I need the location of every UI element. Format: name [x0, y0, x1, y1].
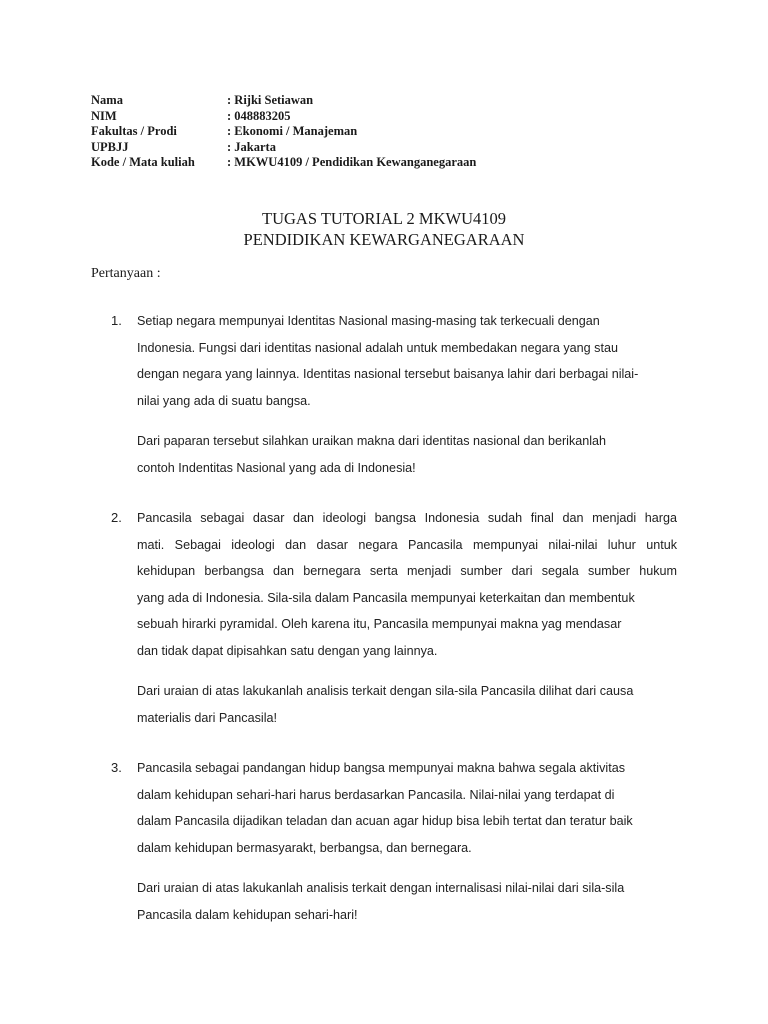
question-body — [137, 755, 677, 928]
student-identity-block — [91, 93, 476, 171]
text-line: dengan negara yang lainnya. Identitas nasional tersebut baisanya lahir dari berbagai nilai- — [137, 367, 639, 381]
identity-label: Nama — [91, 93, 123, 107]
identity-row-faculty — [91, 124, 476, 140]
question-paragraph — [137, 678, 677, 731]
text-line: contoh Indentitas Nasional yang ada di Indonesia! — [137, 460, 416, 475]
identity-label: NIM — [91, 108, 117, 123]
text-line: Indonesia. Fungsi dari identitas nasional adalah untuk membedakan negara yang stau — [137, 340, 618, 355]
question-paragraph — [137, 428, 677, 481]
text-line: sebuah hirarki pyramidal. Oleh karena itu, Pancasila mempunyai makna yag mendasar — [137, 617, 622, 631]
text-line: mati. Sebagai ideologi dan dasar negara Pancasila mempunyai nilai-nilai luhur untuk — [137, 537, 677, 552]
identity-row-name — [91, 93, 476, 109]
questions-heading: Pertanyaan : — [91, 266, 161, 281]
text-line: Pancasila sebagai pandangan hidup bangsa mempunyai makna bahwa segala aktivitas — [137, 761, 625, 775]
text-line: Dari uraian di atas lakukanlah analisis terkait dengan sila-sila Pancasila dilihat dari causa — [137, 684, 634, 698]
question-paragraph — [137, 505, 677, 664]
text-line: yang ada di Indonesia. Sila-sila dalam Pancasila mempunyai keterkaitan dan membentuk — [137, 590, 635, 605]
identity-value: : Rijki Setiawan — [227, 93, 314, 107]
identity-value: : Ekonomi / Manajeman — [227, 124, 358, 138]
question-paragraph — [137, 755, 677, 861]
title-line-1: TUGAS TUTORIAL 2 MKWU4109 — [262, 209, 506, 228]
text-line: dan tidak dapat dipisahkan satu dengan yang lainnya. — [137, 643, 438, 658]
identity-row-course — [91, 155, 476, 171]
text-line: dalam kehidupan bermasyarakt, berbangsa, dan bernegara. — [137, 840, 472, 855]
title-line-2: PENDIDIKAN KEWARGANEGARAAN — [243, 230, 525, 249]
text-line: Dari uraian di atas lakukanlah analisis terkait dengan internalisasi nilai-nilai dari sila-sila — [137, 881, 625, 895]
question-number: 3. — [111, 760, 122, 775]
identity-label: Fakultas / Prodi — [91, 124, 177, 138]
text-line: nilai yang ada di suatu bangsa. — [137, 393, 311, 408]
text-line: dalam Pancasila dijadikan teladan dan acuan agar hidup bisa lebih tertat dan teratur baik — [137, 814, 633, 828]
identity-value: : 048883205 — [227, 108, 291, 123]
identity-value: : MKWU4109 / Pendidikan Kewanganegaraan — [227, 155, 477, 169]
text-line: kehidupan berbangsa dan bernegara serta menjadi sumber dari segala sumber hukum — [137, 564, 677, 578]
question-number: 2. — [111, 510, 122, 525]
identity-label: Kode / Mata kuliah — [91, 155, 195, 169]
identity-label: UPBJJ — [91, 139, 129, 154]
identity-row-upbjj — [91, 140, 476, 156]
text-line: Pancasila sebagai dasar dan ideologi bangsa Indonesia sudah final dan menjadi harga — [137, 511, 677, 525]
question-paragraph — [137, 875, 677, 928]
text-line: Setiap negara mempunyai Identitas Nasional masing-masing tak terkecuali dengan — [137, 314, 600, 328]
text-line: dalam kehidupan sehari-hari harus berdasarkan Pancasila. Nilai-nilai yang terdapat di — [137, 787, 615, 802]
document-title — [0, 208, 768, 250]
text-line: Pancasila dalam kehidupan sehari-hari! — [137, 907, 358, 922]
text-line: Dari paparan tersebut silahkan uraikan makna dari identitas nasional dan berikanlah — [137, 434, 607, 448]
question-number: 1. — [111, 313, 122, 328]
question-body — [137, 308, 677, 481]
question-body — [137, 505, 677, 731]
identity-row-nim — [91, 109, 476, 125]
text-line: materialis dari Pancasila! — [137, 710, 277, 725]
identity-value: : Jakarta — [227, 139, 276, 154]
question-paragraph — [137, 308, 677, 414]
